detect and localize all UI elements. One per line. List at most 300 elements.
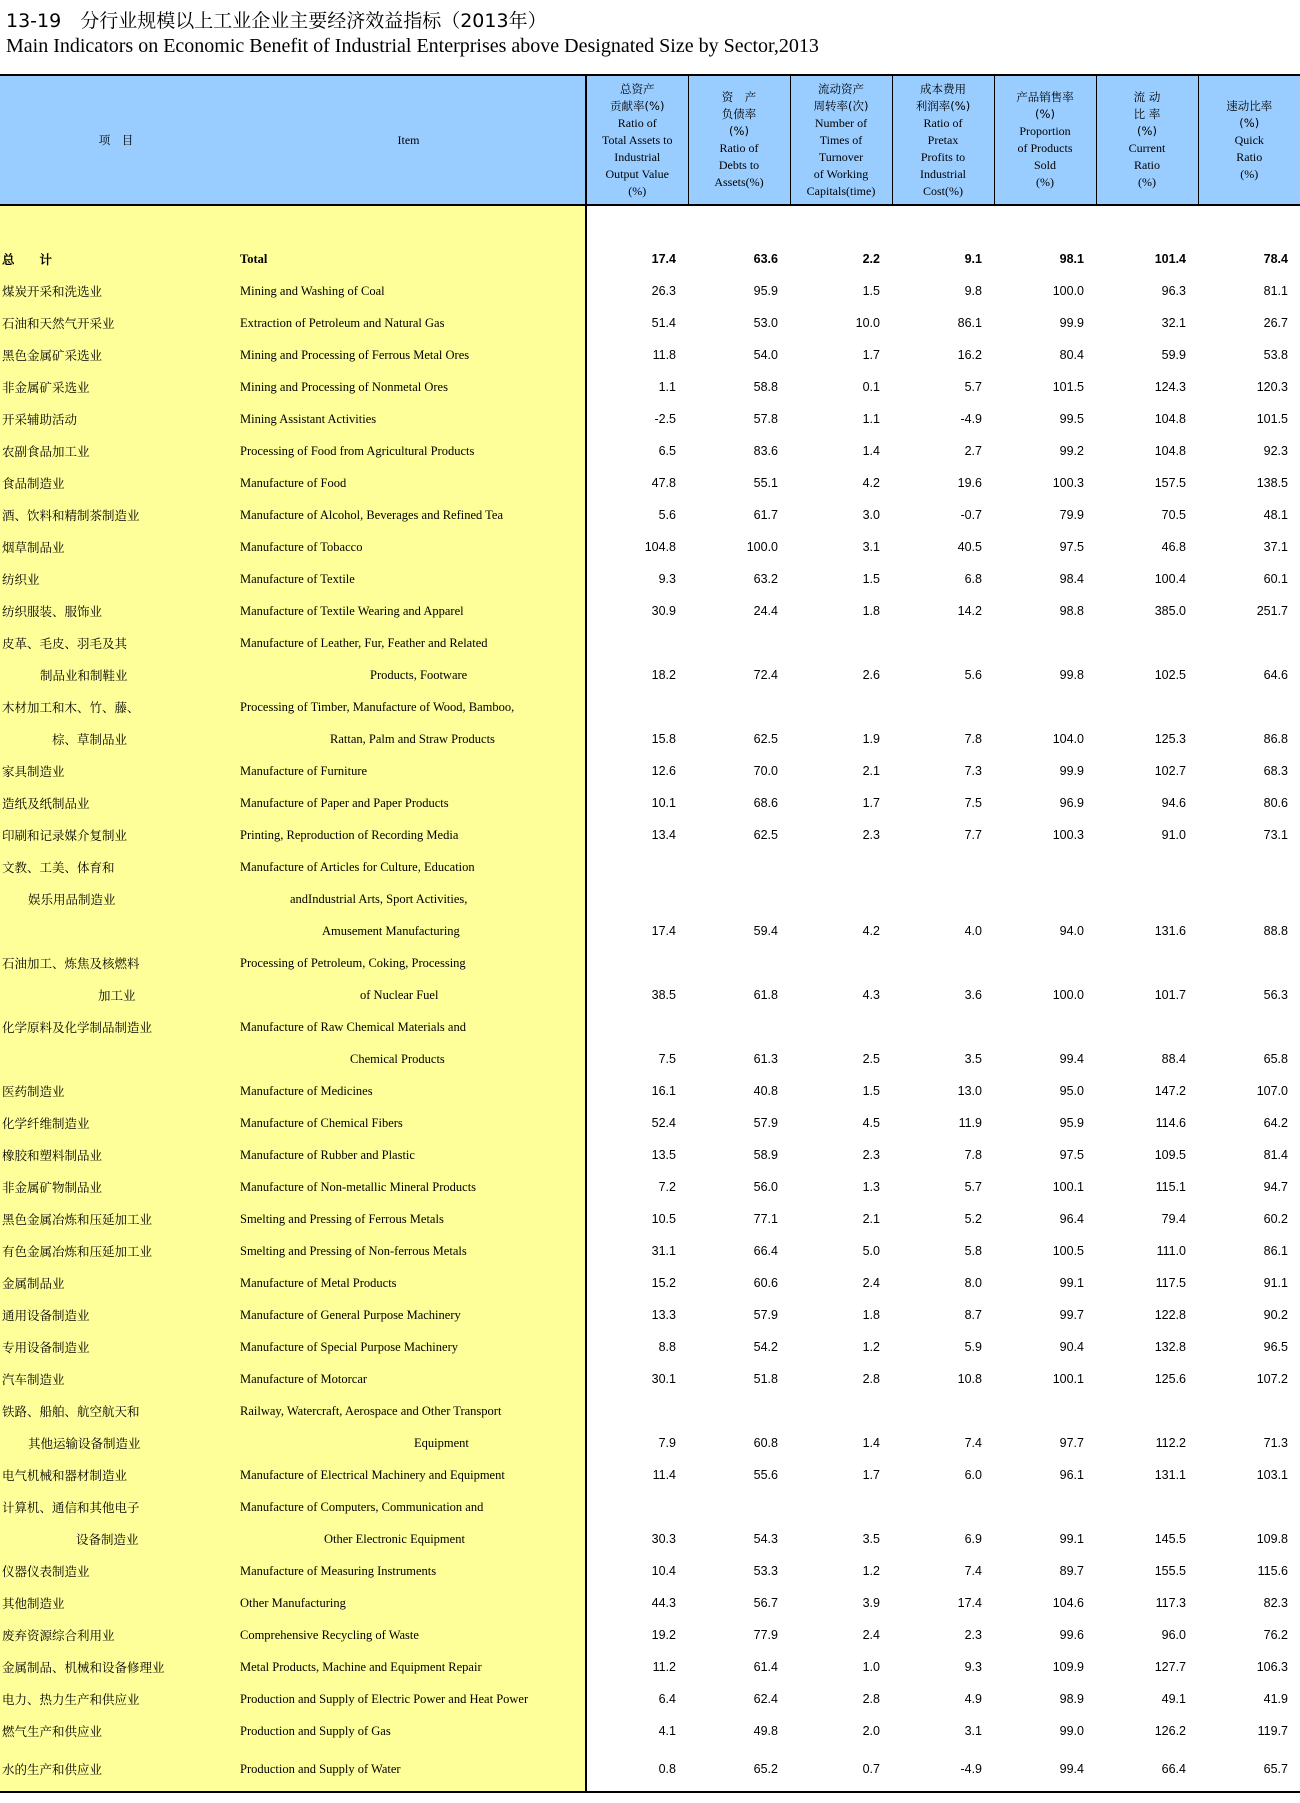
row-label-english: Mining and Processing of Nonmetal Ores [232,371,586,403]
header-indicator-en-line: (%) [1240,166,1259,181]
row-label-english: Mining and Processing of Ferrous Metal Ores [232,339,586,371]
value-cell: 80.6 [1263,796,1288,810]
value-cell [892,883,994,915]
value-cell [586,691,688,723]
value-cell: 0.7 [790,1747,892,1792]
header-indicator-en-line: Industrial [614,149,661,164]
value-cell: 7.2 [586,1171,688,1203]
value-cell: 59.9 [1161,348,1186,362]
table-row [0,1683,1300,1715]
value-cell: 51.8 [753,1372,778,1386]
value-cell [586,851,688,883]
value-cell: 112.2 [1155,1436,1186,1450]
row-label-chinese: 文教、工美、体育和 [0,851,232,883]
table-title-chinese: 13-19 分行业规模以上工业企业主要经济效益指标（2013年） [6,10,547,32]
value-cell: 2.3 [862,1148,880,1162]
value-cell: 4.2 [862,924,880,938]
value-cell: 7.5 [964,796,982,810]
row-label-english: Manufacture of Special Purpose Machinery [232,1331,586,1363]
header-indicator-cn-line: 贡献率(%) [610,98,665,113]
value-cell: 79.4 [1161,1212,1186,1226]
header-indicator-en-line: of Working [813,166,869,181]
table-row [0,1267,1300,1299]
value-cell: 99.4 [994,1747,1096,1792]
row-label-chinese: 皮革、毛皮、羽毛及其 [0,627,232,659]
value-cell: 94.0 [1059,924,1084,938]
table-row [0,627,1300,659]
value-cell: 98.8 [1059,604,1084,618]
value-cell: 86.8 [1263,732,1288,746]
table-row [0,1555,1300,1587]
row-label-english: Total [232,243,586,275]
value-cell: 17.4 [957,1596,982,1610]
value-cell: 127.7 [1154,1660,1186,1674]
value-cell: 81.4 [1263,1148,1288,1162]
value-cell: 104.8 [586,531,688,563]
value-cell: 99.5 [1059,412,1084,426]
value-cell: 101.5 [1052,380,1084,394]
value-cell: 66.4 [1096,1747,1198,1792]
value-cell: 125.3 [1154,732,1186,746]
value-cell: 13.5 [586,1139,688,1171]
value-cell: 100.0 [746,540,778,554]
value-cell: 77.9 [753,1628,778,1642]
value-cell: 131.6 [1154,924,1186,938]
value-cell: 1.5 [862,284,880,298]
value-cell: 2.3 [862,828,880,842]
header-indicator-cn-line: 利润率(%) [915,98,971,113]
value-cell: 53.0 [753,316,778,330]
value-cell [790,691,892,723]
value-cell: 89.7 [1059,1564,1084,1578]
value-cell [586,1491,688,1523]
table-row [0,1587,1300,1619]
row-label-english: Manufacture of Articles for Culture, Education [232,851,586,883]
value-cell: 63.6 [753,252,778,266]
value-cell: 3.1 [964,1724,982,1738]
row-label-chinese: 非金属矿物制品业 [0,1171,232,1203]
row-label-chinese: 铁路、船舶、航空航天和 [0,1395,232,1427]
value-cell: 104.8 [1154,412,1186,426]
value-cell: 55.6 [753,1468,778,1482]
value-cell: 51.4 [586,307,688,339]
header-indicator-en-line: (%) [628,183,647,198]
title-block [4,4,1296,70]
value-cell: 120.3 [1256,380,1288,394]
value-cell: 57.9 [753,1308,778,1322]
row-label-english: Production and Supply of Electric Power and Heat Power [232,1683,586,1715]
value-cell: 126.2 [1154,1724,1186,1738]
value-cell: 103.1 [1256,1468,1288,1482]
value-cell: 8.0 [964,1276,982,1290]
value-cell: 70.0 [753,764,778,778]
row-label-chinese: 燃气生产和供应业 [0,1715,232,1747]
value-cell: 30.3 [586,1523,688,1555]
table-row [0,755,1300,787]
table-row [0,723,1300,755]
value-cell [586,883,688,915]
table-row [0,819,1300,851]
value-cell [790,1011,892,1043]
value-cell: 131.1 [1154,1468,1186,1482]
value-cell: 7.8 [964,1148,982,1162]
value-cell: 38.5 [586,979,688,1011]
value-cell: 70.5 [1161,508,1186,522]
value-cell [688,851,790,883]
value-cell: 251.7 [1256,604,1288,618]
value-cell: 61.4 [753,1660,778,1674]
value-cell: 56.3 [1263,988,1288,1002]
spacer-cell [232,205,586,243]
value-cell: 90.2 [1263,1308,1288,1322]
indicator-table-container [0,74,1300,1803]
value-cell: 59.4 [753,924,778,938]
value-cell: 2.2 [862,252,880,266]
header-indicator-en-line: Ratio of [617,115,657,130]
value-cell: 61.3 [753,1052,778,1066]
value-cell: 6.5 [586,435,688,467]
row-label-english: Manufacture of Raw Chemical Materials and [232,1011,586,1043]
value-cell: 49.1 [1161,1692,1186,1706]
value-cell: 98.4 [1059,572,1084,586]
header-indicator-cn-line: 速动比率 [1226,98,1273,113]
value-cell: 1.7 [862,796,880,810]
row-label-english: Manufacture of Motorcar [232,1363,586,1395]
value-cell: 3.5 [862,1532,880,1546]
value-cell: 100.3 [1052,828,1084,842]
value-cell: 3.0 [862,508,880,522]
value-cell: 7.7 [964,828,982,842]
value-cell: 19.2 [586,1619,688,1651]
value-cell: 7.9 [586,1427,688,1459]
header-indicator-en-line: Times of [819,132,863,147]
value-cell: 71.3 [1263,1436,1288,1450]
table-row [0,531,1300,563]
value-cell: 5.2 [964,1212,982,1226]
spacer-cell [790,205,892,243]
row-label-english: Metal Products, Machine and Equipment Repair [232,1651,586,1683]
header-indicator-cn-line: (%) [1035,107,1055,121]
table-row [0,563,1300,595]
value-cell [688,947,790,979]
value-cell: 94.7 [1263,1180,1288,1194]
row-label-chinese: 电力、热力生产和供应业 [0,1683,232,1715]
row-label-chinese: 纺织服装、服饰业 [0,595,232,627]
row-label-english: Processing of Petroleum, Coking, Processing [232,947,586,979]
value-cell: 68.3 [1263,764,1288,778]
table-row [0,947,1300,979]
value-cell: 9.1 [964,252,982,266]
value-cell: 2.4 [862,1276,880,1290]
row-label-english: Other Manufacturing [232,1587,586,1619]
value-cell [1198,691,1300,723]
value-cell: 94.6 [1161,796,1186,810]
row-label-chinese: 专用设备制造业 [0,1331,232,1363]
value-cell: 100.3 [1052,476,1084,490]
value-cell [586,947,688,979]
row-label-chinese: 煤炭开采和洗选业 [0,275,232,307]
header-indicator-en-line: Capitals(time) [806,183,876,198]
value-cell: 2.0 [862,1724,880,1738]
table-row [0,1139,1300,1171]
row-label-chinese: 石油和天然气开采业 [0,307,232,339]
value-cell: 15.8 [586,723,688,755]
value-cell: 18.2 [586,659,688,691]
value-cell: 385.0 [1154,604,1186,618]
value-cell: 7.8 [964,732,982,746]
value-cell: 117.3 [1155,1596,1186,1610]
value-cell [892,1011,994,1043]
value-cell: 17.4 [586,915,688,947]
row-label-chinese: 造纸及纸制品业 [0,787,232,819]
row-label-english: Extraction of Petroleum and Natural Gas [232,307,586,339]
value-cell: 73.1 [1263,828,1288,842]
value-cell: 4.5 [862,1116,880,1130]
value-cell [1198,1011,1300,1043]
row-label-chinese: 汽车制造业 [0,1363,232,1395]
value-cell: 37.1 [1263,540,1288,554]
header-indicator-en-line: Ratio [1236,149,1263,164]
value-cell: 100.4 [1154,572,1186,586]
value-cell [994,627,1096,659]
header-indicator-cn-line: (%) [729,124,749,138]
value-cell: 96.3 [1161,284,1186,298]
table-row [0,1171,1300,1203]
value-cell: 96.9 [1059,796,1084,810]
value-cell: 109.9 [1052,1660,1084,1674]
value-cell: 101.4 [1154,252,1186,266]
table-row [0,1459,1300,1491]
value-cell: 114.6 [1155,1116,1186,1130]
row-label-english: Production and Supply of Gas [232,1715,586,1747]
value-cell: 64.2 [1263,1116,1288,1130]
value-cell: 91.1 [1263,1276,1288,1290]
value-cell: 13.3 [586,1299,688,1331]
spacer-cell [892,205,994,243]
value-cell: 2.6 [862,668,880,682]
value-cell: 8.8 [586,1331,688,1363]
value-cell: 96.1 [1059,1468,1084,1482]
value-cell: 48.1 [1263,508,1288,522]
value-cell: 138.5 [1256,476,1288,490]
header-indicator-cn-line: (%) [1137,124,1157,138]
table-row [0,243,1300,275]
row-label-english: Manufacture of Chemical Fibers [232,1107,586,1139]
value-cell: 100.0 [1052,284,1084,298]
header-indicator-en-line: Ratio of [719,141,759,155]
value-cell: 99.0 [1059,1724,1084,1738]
spacer-cell [688,205,790,243]
table-row [0,1299,1300,1331]
value-cell: 62.5 [753,828,778,842]
value-cell: 100.0 [1052,988,1084,1002]
header-indicator-en-line: of Products [1017,141,1073,155]
row-label-chinese: 烟草制品业 [0,531,232,563]
row-label-chinese: 加工业 [0,979,232,1011]
row-label-english: Railway, Watercraft, Aerospace and Other Transport [232,1395,586,1427]
table-row [0,1363,1300,1395]
value-cell: 12.6 [586,755,688,787]
value-cell: 97.5 [1059,540,1084,554]
value-cell: 47.8 [586,467,688,499]
header-row [0,75,1300,205]
table-body [0,205,1300,1792]
header-indicator-en-line: Proportion [1019,124,1071,138]
spacer-cell [1198,205,1300,243]
spacer-cell [0,205,232,243]
value-cell: 16.1 [586,1075,688,1107]
header-indicator-7 [1198,75,1300,205]
table-row [0,307,1300,339]
value-cell: 65.7 [1198,1747,1300,1792]
spacer-row [0,205,1300,243]
value-cell [1096,627,1198,659]
header-indicator-3 [790,75,892,205]
header-indicator-2 [688,75,790,205]
table-row [0,1491,1300,1523]
value-cell [790,851,892,883]
value-cell: 55.1 [753,476,778,490]
value-cell: 7.5 [586,1043,688,1075]
value-cell [892,691,994,723]
header-indicator-en-line: Debts to [718,158,760,172]
value-cell: 104.8 [1154,444,1186,458]
value-cell: 6.0 [964,1468,982,1482]
row-label-chinese: 橡胶和塑料制品业 [0,1139,232,1171]
value-cell: 0.1 [862,380,880,394]
value-cell: 53.8 [1263,348,1288,362]
value-cell: 100.5 [1052,1244,1084,1258]
value-cell: 1.8 [862,1308,880,1322]
value-cell: 26.3 [586,275,688,307]
row-label-english: Manufacture of Textile [232,563,586,595]
value-cell: 31.1 [586,1235,688,1267]
value-cell: -4.9 [960,412,982,426]
value-cell: 106.3 [1256,1660,1288,1674]
value-cell: 60.1 [1263,572,1288,586]
value-cell [994,1395,1096,1427]
header-indicator-en-line: Ratio [1134,158,1160,172]
value-cell: 99.4 [1059,1052,1084,1066]
value-cell: 30.1 [586,1363,688,1395]
value-cell: 97.7 [1059,1436,1084,1450]
value-cell: 54.0 [753,348,778,362]
value-cell: 24.4 [753,604,778,618]
value-cell: 107.2 [1256,1372,1288,1386]
value-cell: 1.1 [586,371,688,403]
value-cell: 77.1 [753,1212,778,1226]
value-cell: 83.6 [753,444,778,458]
header-indicator-cn-line: 流动资产 [818,81,864,96]
value-cell: 2.1 [862,1212,880,1226]
value-cell: 60.8 [753,1436,778,1450]
row-label-chinese: 计算机、通信和其他电子 [0,1491,232,1523]
value-cell: 11.2 [586,1651,688,1683]
value-cell [1198,1491,1300,1523]
value-cell: 124.3 [1154,380,1186,394]
row-label-english: Manufacture of Rubber and Plastic [232,1139,586,1171]
value-cell: 91.0 [1161,828,1186,842]
value-cell: 99.2 [1059,444,1084,458]
header-indicator-en-line: Pretax [927,132,959,147]
value-cell [586,1395,688,1427]
value-cell [1198,947,1300,979]
row-label-english: Manufacture of Alcohol, Beverages and Refined Tea [232,499,586,531]
value-cell: 1.8 [862,604,880,618]
row-label-english: Manufacture of Leather, Fur, Feather and Related [232,627,586,659]
value-cell: 82.3 [1263,1596,1288,1610]
table-row [0,467,1300,499]
value-cell: 7.4 [964,1436,982,1450]
value-cell: 15.2 [586,1267,688,1299]
table-row [0,1619,1300,1651]
value-cell: 104.6 [1052,1596,1084,1610]
row-label-english: Production and Supply of Water [232,1747,586,1792]
spacer-cell [1096,205,1198,243]
value-cell: 66.4 [753,1244,778,1258]
value-cell [1096,947,1198,979]
header-indicator-cn-line: 比 率 [1133,107,1161,121]
row-label-english: Manufacture of Furniture [232,755,586,787]
value-cell [586,627,688,659]
value-cell: 11.4 [586,1459,688,1491]
value-cell [994,691,1096,723]
value-cell: 79.9 [1059,508,1084,522]
row-label-english: Manufacture of Electrical Machinery and Equipment [232,1459,586,1491]
value-cell: 63.2 [753,572,778,586]
value-cell: 10.5 [586,1203,688,1235]
spacer-cell [994,205,1096,243]
header-indicator-cn-line: (%) [1239,115,1260,130]
value-cell: 115.1 [1155,1180,1186,1194]
value-cell: 100.1 [1052,1372,1084,1386]
table-row [0,339,1300,371]
value-cell: 9.3 [964,1660,982,1674]
row-label-chinese: 仪器仪表制造业 [0,1555,232,1587]
row-label-chinese: 家具制造业 [0,755,232,787]
row-label-chinese [0,1043,232,1075]
value-cell: 52.4 [586,1107,688,1139]
value-cell: 81.1 [1263,284,1288,298]
value-cell: 61.7 [753,508,778,522]
value-cell: 10.0 [855,316,880,330]
header-indicator-cn-line: 总资产 [620,81,655,96]
value-cell: 99.9 [1059,764,1084,778]
value-cell: 54.2 [753,1340,778,1354]
value-cell: -2.5 [586,403,688,435]
value-cell: 98.1 [1059,252,1084,266]
value-cell: 11.8 [586,339,688,371]
row-label-chinese: 通用设备制造业 [0,1299,232,1331]
row-label-chinese: 金属制品业 [0,1267,232,1299]
row-label-chinese: 废弃资源综合利用业 [0,1619,232,1651]
value-cell: 96.4 [1059,1212,1084,1226]
value-cell: 44.3 [586,1587,688,1619]
table-row [0,275,1300,307]
table-row [0,1747,1300,1792]
value-cell: 65.2 [688,1747,790,1792]
value-cell: 2.1 [862,764,880,778]
row-label-english: of Nuclear Fuel [232,979,586,1011]
value-cell: 78.4 [1263,252,1288,266]
value-cell: 1.7 [862,348,880,362]
row-label-chinese: 金属制品、机械和设备修理业 [0,1651,232,1683]
table-row [0,595,1300,627]
value-cell: 57.9 [753,1116,778,1130]
row-label-chinese: 化学纤维制造业 [0,1107,232,1139]
table-row [0,499,1300,531]
value-cell: 6.9 [964,1532,982,1546]
